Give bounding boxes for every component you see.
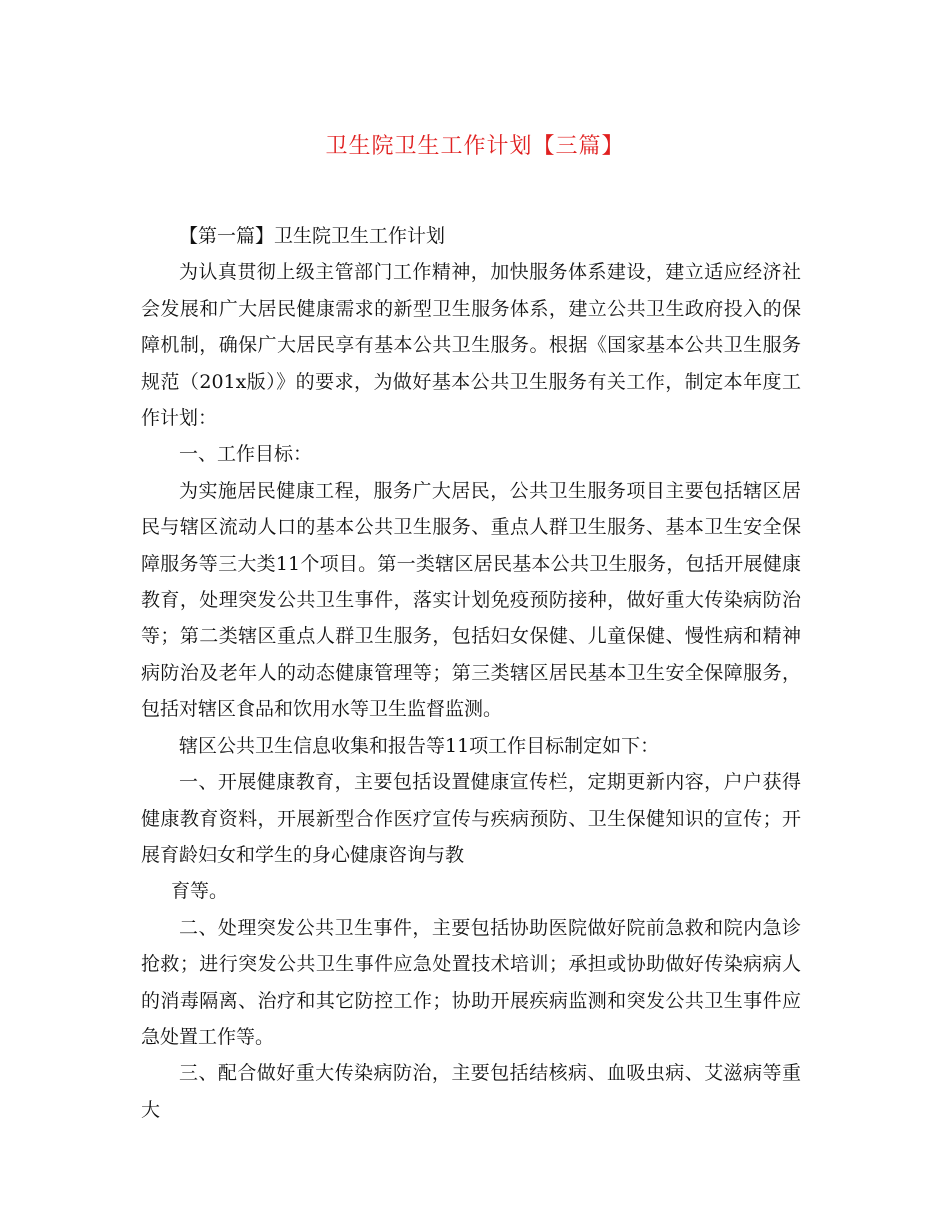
section-heading: 【第一篇】卫生院卫生工作计划 — [179, 225, 446, 247]
document-title: 卫生院卫生工作计划【三篇】 — [325, 134, 625, 159]
paragraph-item-1: 一、开展健康教育，主要包括设置健康宣传栏，定期更新内容，户户获得健康教育资料，开展新型合作医疗宣传与疾病预防、卫生保健知识的宣传；开展育龄妇女和学生的身心健康咨询与教 — [141, 771, 801, 866]
paragraph-item-3: 三、配合做好重大传染病防治，主要包括结核病、血吸虫病、艾滋病等重大 — [141, 1062, 801, 1121]
heading-goals: 一、工作目标： — [179, 443, 313, 466]
paragraph-item-1-cont: 育等。 — [171, 880, 229, 903]
document-body — [141, 218, 801, 1128]
paragraph-intro: 为认真贯彻上级主管部门工作精神，加快服务体系建设，建立适应经济社会发展和广大居民健康需求的新型卫生服务体系，建立公共卫生政府投入的保障机制，确保广大居民享有基本公共卫生服务。根据《国家基本公共卫生服务规范（201x版）》的要求，为做好基本公共卫生服务有关工作，制定本年度工作计划： — [141, 261, 801, 430]
paragraph-goals: 为实施居民健康工程，服务广大居民，公共卫生服务项目主要包括辖区居民与辖区流动人口的基本公共卫生服务、重点人群卫生服务、基本卫生安全保障服务等三大类11个项目。第一类辖区居民基本公共卫生服务，包括开展健康教育，处理突发公共卫生事件，落实计划免疫预防接种，做好重大传染病防治等；第二类辖区重点人群卫生服务，包括妇女保健、儿童保健、慢性病和精神病防治及老年人的动态健康管理等；第三类辖区居民基本卫生安全保障服务，包括对辖区食品和饮用水等卫生监督监测。 — [141, 479, 801, 721]
paragraph-goals-list-intro: 辖区公共卫生信息收集和报告等11项工作目标制定如下： — [179, 734, 660, 757]
paragraph-item-2: 二、处理突发公共卫生事件，主要包括协助医院做好院前急救和院内急诊抢救；进行突发公共卫生事件应急处置技术培训；承担或协助做好传染病病人的消毒隔离、治疗和其它防控工作；协助开展疾病监测和突发公共卫生事件应急处置工作等。 — [141, 916, 801, 1048]
